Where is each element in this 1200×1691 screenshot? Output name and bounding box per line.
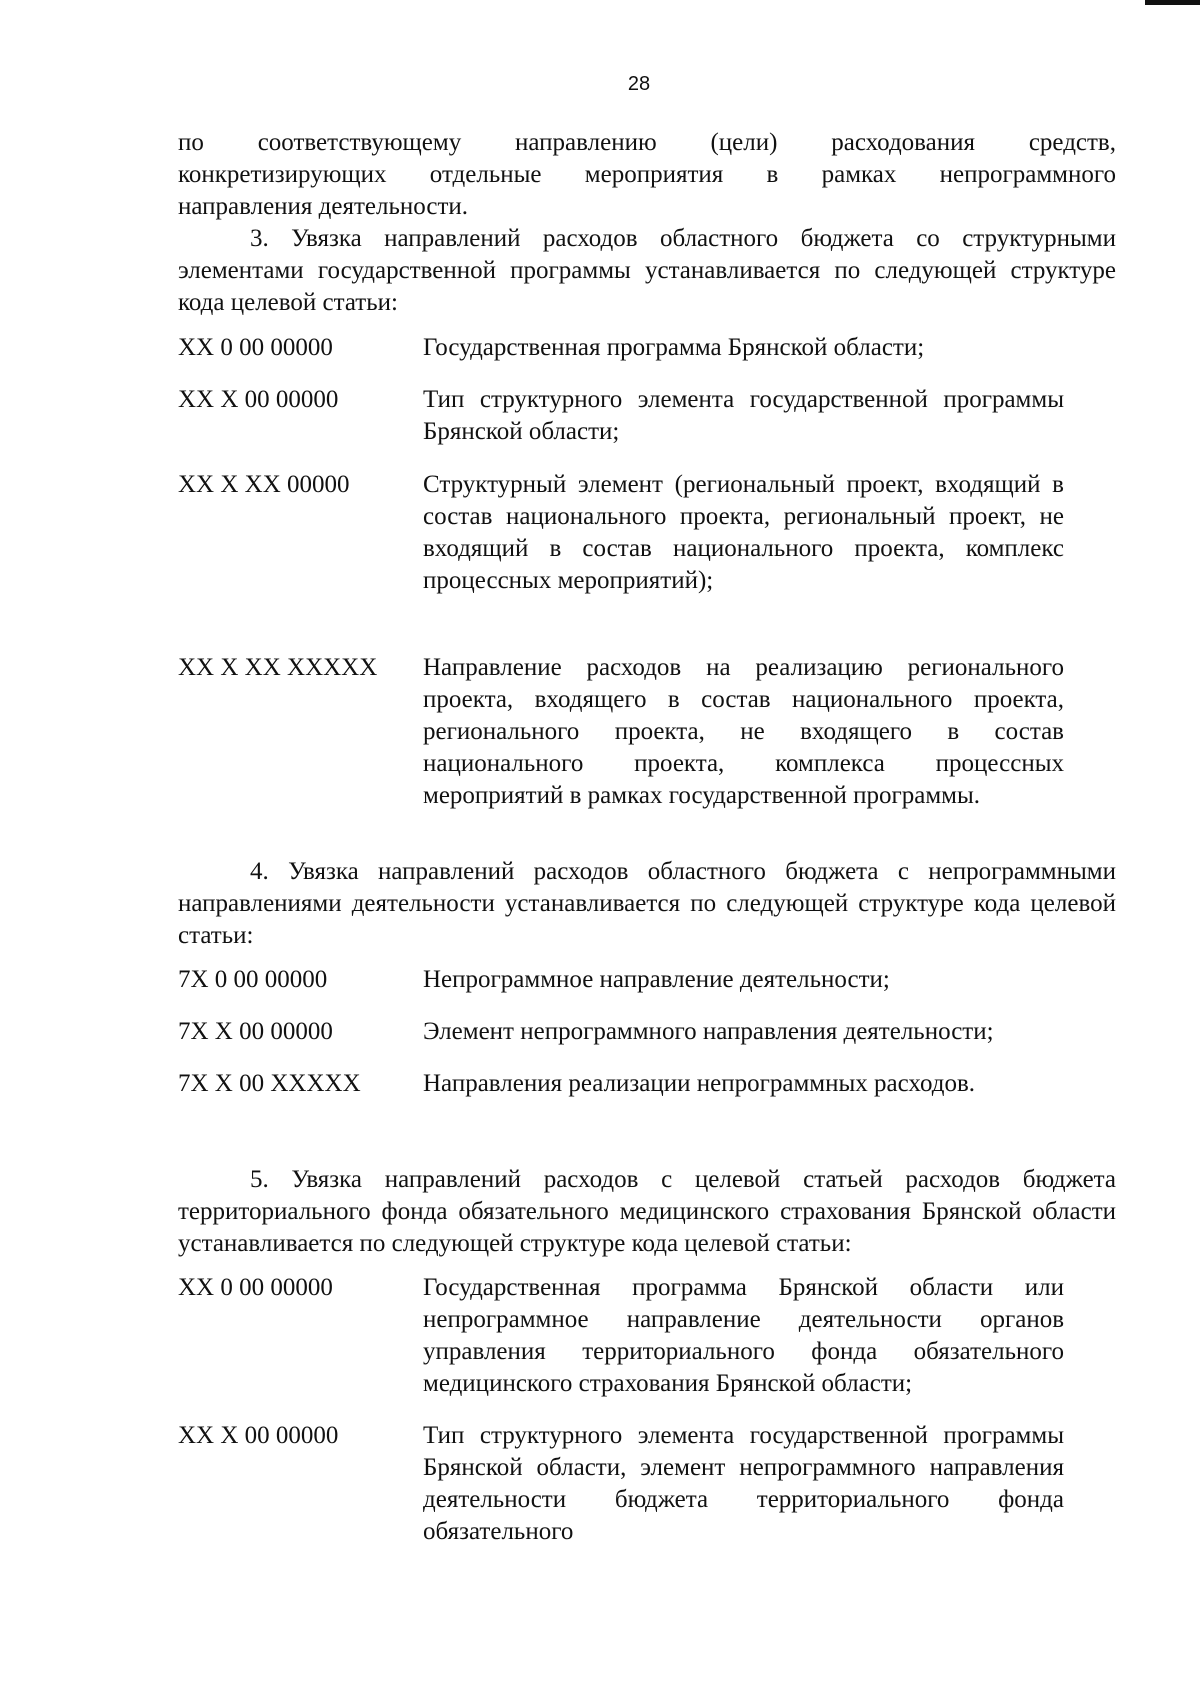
intro-line-3: направления деятельности.: [178, 193, 469, 220]
section-4-row-2: [178, 1016, 1116, 1048]
section-5-paragraph: 5. Увязка направлений расходов с целевой статьей расходов бюджета территориального фонда обязательного медицинского страхования Брянской области устанавливается по следующей структуре кода целевой статьи:: [178, 1166, 1116, 1257]
section-3-row-1: [178, 332, 1116, 364]
code: 7X X 00 00000: [178, 1018, 333, 1045]
page-number: 28: [627, 73, 651, 95]
section-4-row-1: [178, 964, 1116, 996]
section-3-row-4: [178, 652, 1116, 812]
section-3-row-3: [178, 469, 1116, 597]
scan-edge-mark: [1145, 0, 1200, 5]
section-5-row-1: [178, 1272, 1116, 1400]
description: Государственная программа Брянской области;: [423, 334, 925, 361]
description: Направление расходов на реализацию регионального проекта, входящего в состав национального проекта, регионального проекта, не входящего в состав национального проекта, комплекса процессных мероприятий в рамках государственной программы.: [423, 654, 1064, 809]
code: XX X XX 00000: [178, 471, 350, 498]
code: 7X X 00 XXXXX: [178, 1070, 361, 1097]
intro-line-2: конкретизирующих отдельные мероприятия в рамках непрограммного: [178, 161, 1116, 188]
description: Государственная программа Брянской области или непрограммное направление деятельности органов управления территориального фонда обязательного медицинского страхования Брянской области;: [423, 1274, 1064, 1397]
description: Направления реализации непрограммных расходов.: [423, 1070, 976, 1097]
section-4-row-3: [178, 1068, 1116, 1100]
code: XX X 00 00000: [178, 386, 339, 413]
description: Тип структурного элемента государственной программы Брянской области;: [423, 386, 1064, 445]
description: Непрограммное направление деятельности;: [423, 966, 890, 993]
code: XX 0 00 00000: [178, 1274, 333, 1301]
code: XX X XX XXXXX: [178, 654, 378, 681]
description: Тип структурного элемента государственной программы Брянской области, элемент непрограммного направления деятельности бюджета территориального фонда обязательного: [423, 1422, 1064, 1545]
intro-line-1: по соответствующему направлению (цели) расходования средств,: [178, 129, 1116, 156]
code: 7X 0 00 00000: [178, 966, 328, 993]
section-3-row-2: [178, 384, 1116, 448]
code: XX X 00 00000: [178, 1422, 339, 1449]
section-4-paragraph: 4. Увязка направлений расходов областного бюджета с непрограммными направлениями деятельности устанавливается по следующей структуре кода целевой статьи:: [178, 858, 1116, 949]
description: Структурный элемент (региональный проект, входящий в состав национального проекта, региональный проект, не входящий в состав национального проекта, комплекс процессных мероприятий);: [423, 471, 1064, 594]
section-3-paragraph: 3. Увязка направлений расходов областного бюджета со структурными элементами государственной программы устанавливается по следующей структуре кода целевой статьи:: [178, 225, 1116, 316]
section-5-row-2: [178, 1420, 1116, 1548]
code: XX 0 00 00000: [178, 334, 333, 361]
description: Элемент непрограммного направления деятельности;: [423, 1018, 994, 1045]
intro-paragraph: [178, 127, 1116, 223]
